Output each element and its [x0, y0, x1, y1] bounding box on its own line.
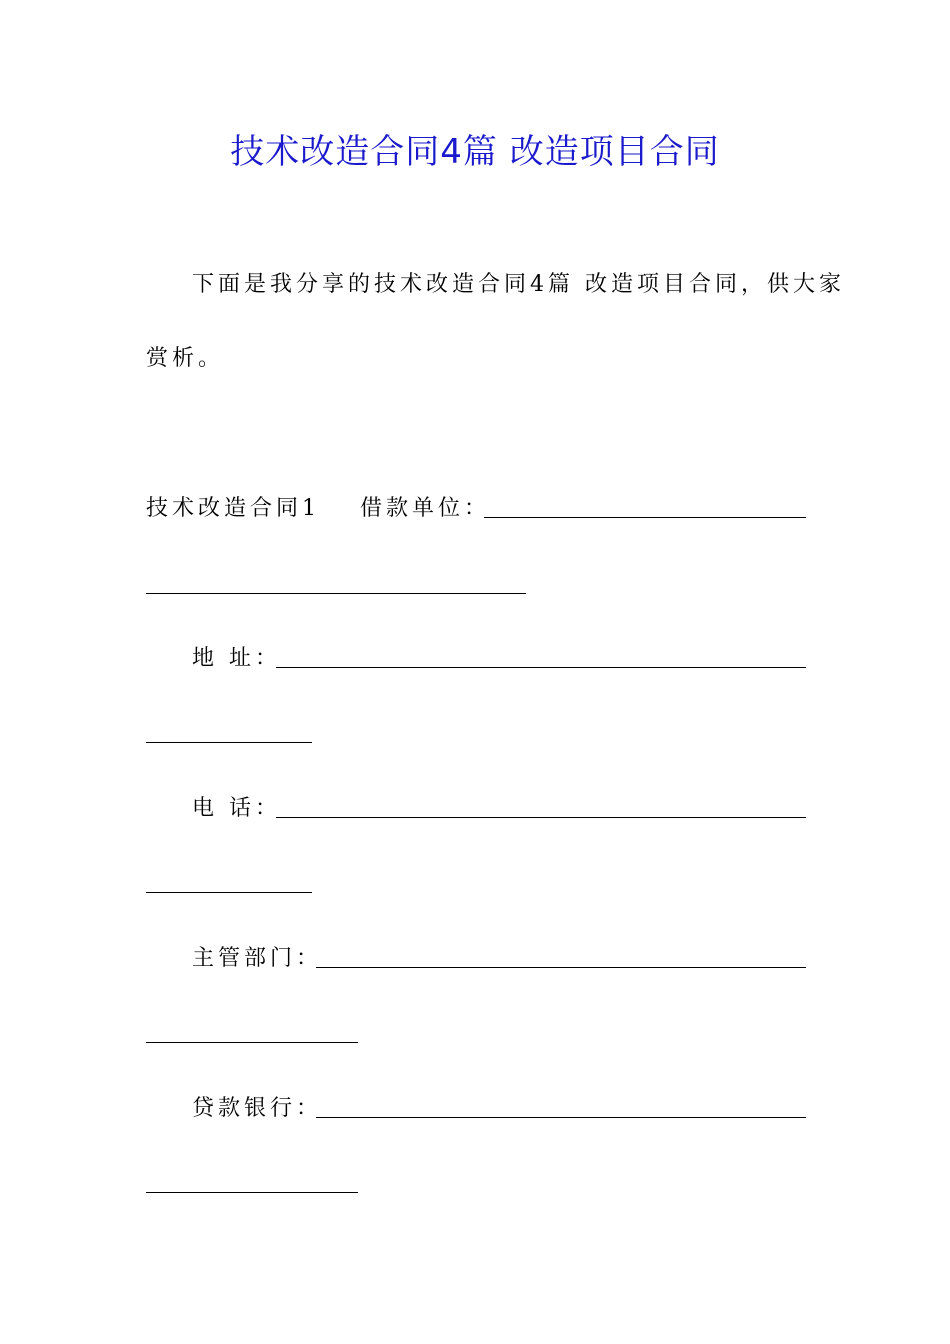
phone-blank-line — [276, 817, 806, 818]
bank-label: 贷款银行： — [192, 1096, 323, 1121]
address-blank-line — [276, 667, 806, 668]
bank-blank-line — [316, 1117, 806, 1118]
address-blank-line-continued — [146, 742, 312, 743]
phone-blank-line-continued — [146, 892, 312, 893]
authority-blank-line — [316, 967, 806, 968]
bank-blank-line-continued — [146, 1192, 358, 1193]
address-label: 地 址： — [192, 646, 281, 671]
authority-label: 主管部门： — [192, 946, 323, 971]
intro-text-line-1: 下面是我分享的技术改造合同4篇 改造项目合同，供大家 — [192, 272, 845, 297]
authority-blank-line-continued — [146, 1042, 358, 1043]
borrower-label: 借款单位： — [360, 496, 491, 521]
intro-text-line-2: 赏析。 — [146, 346, 225, 371]
section-heading: 技术改造合同1 — [146, 496, 320, 521]
borrower-blank-line-continued — [146, 593, 526, 594]
phone-label: 电 话： — [192, 796, 281, 821]
document-title: 技术改造合同4篇 改造项目合同 — [230, 132, 720, 172]
borrower-blank-line — [484, 517, 806, 518]
